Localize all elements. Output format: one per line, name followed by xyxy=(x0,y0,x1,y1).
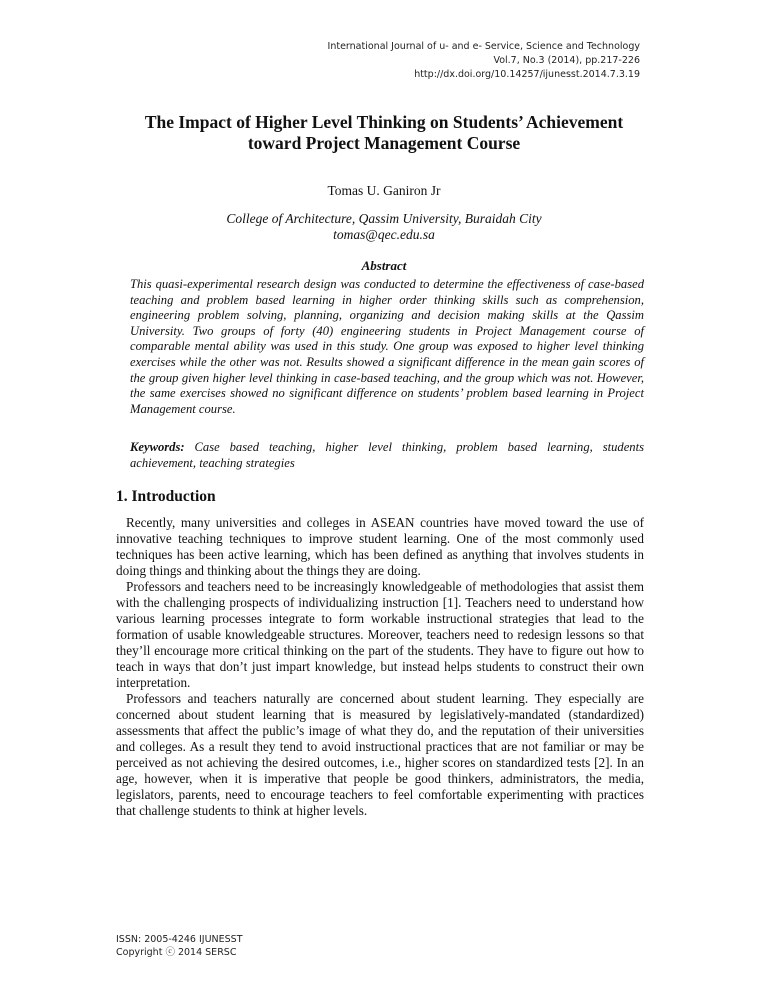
abstract-text: This quasi-experimental research design was conducted to determine the effectiveness of case-based teaching and problem based learning in higher order thinking skills such as comprehension, engineering problem solving, planning, organizing and decision making skills at the Qassim University. Two groups of forty (40) engineering students in Project Management course of comparable mental ability was used in this study. One group was exposed to higher level thinking exercises while the other was not. Results showed a significant difference in the mean gain scores of the group given higher level thinking in case-based teaching, and the group which was not. However, the same exercises showed no significant difference on students’ problem based learning in Project Management course. xyxy=(130,277,644,416)
journal-doi: http://dx.doi.org/10.14257/ijunesst.2014.7.3.19 xyxy=(414,69,640,80)
author-affiliation: College of Architecture, Qassim University, Buraidah City xyxy=(226,211,542,226)
introduction-paragraph: Recently, many universities and colleges in ASEAN countries have moved toward the use of innovative teaching techniques to improve student learning. One of the most commonly used techniques has been active learning, which has been defined as anything that involves students in doing things and thinking about the things they are doing. xyxy=(116,515,644,578)
paper-title xyxy=(118,112,650,154)
page-footer xyxy=(116,933,243,959)
footer-issn: ISSN: 2005-4246 IJUNESST xyxy=(116,934,243,945)
journal-volume: Vol.7, No.3 (2014), pp.217-226 xyxy=(493,55,640,66)
author-affiliation-block xyxy=(118,211,650,243)
author-name: Tomas U. Ganiron Jr xyxy=(327,183,441,198)
journal-name: International Journal of u- and e- Service, Science and Technology xyxy=(327,41,640,52)
title-line-2: toward Project Management Course xyxy=(247,133,521,153)
introduction-body xyxy=(116,515,644,819)
keywords-text: Case based teaching, higher level thinking, problem based learning, students achievement, teaching strategies xyxy=(130,440,645,470)
author-email: tomas@qec.edu.sa xyxy=(333,227,435,242)
introduction-paragraph: Professors and teachers need to be increasingly knowledgeable of methodologies that assist them with the challenging prospects of individualizing instruction [1]. Teachers need to understand how various learning processes integrate to form workable instructional strategies that lead to the formation of usable knowledgeable structures. Moreover, teachers need to redesign lessons so that they’ll encourage more critical thinking on the part of the students. They have to figure out how to teach in ways that don’t just impart knowledge, but instead helps students to construct their own interpretation. xyxy=(116,579,644,690)
title-line-1: The Impact of Higher Level Thinking on Students’ Achievement xyxy=(144,112,624,132)
introduction-heading: 1. Introduction xyxy=(116,488,216,505)
abstract-heading: Abstract xyxy=(361,258,407,273)
journal-header xyxy=(220,40,640,82)
keywords-label: Keywords: xyxy=(130,440,185,454)
keywords-block xyxy=(130,440,644,471)
introduction-paragraph: Professors and teachers naturally are concerned about student learning. They especially are concerned about student learning that is measured by legislatively-mandated (standardized) assessments that affect the public’s image of what they do, and the reputation of their universities and colleges. As a result they tend to avoid instructional practices that are not familiar or may be perceived as not achieving the desired outcomes, i.e., higher scores on standardized tests [2]. In an age, however, when it is imperative that people be good thinkers, administrators, the media, legislators, parents, need to encourage teachers to feel comfortable experimenting with practices that challenge students to think at higher levels. xyxy=(116,691,644,818)
footer-copyright: Copyright ⓒ 2014 SERSC xyxy=(116,947,237,958)
